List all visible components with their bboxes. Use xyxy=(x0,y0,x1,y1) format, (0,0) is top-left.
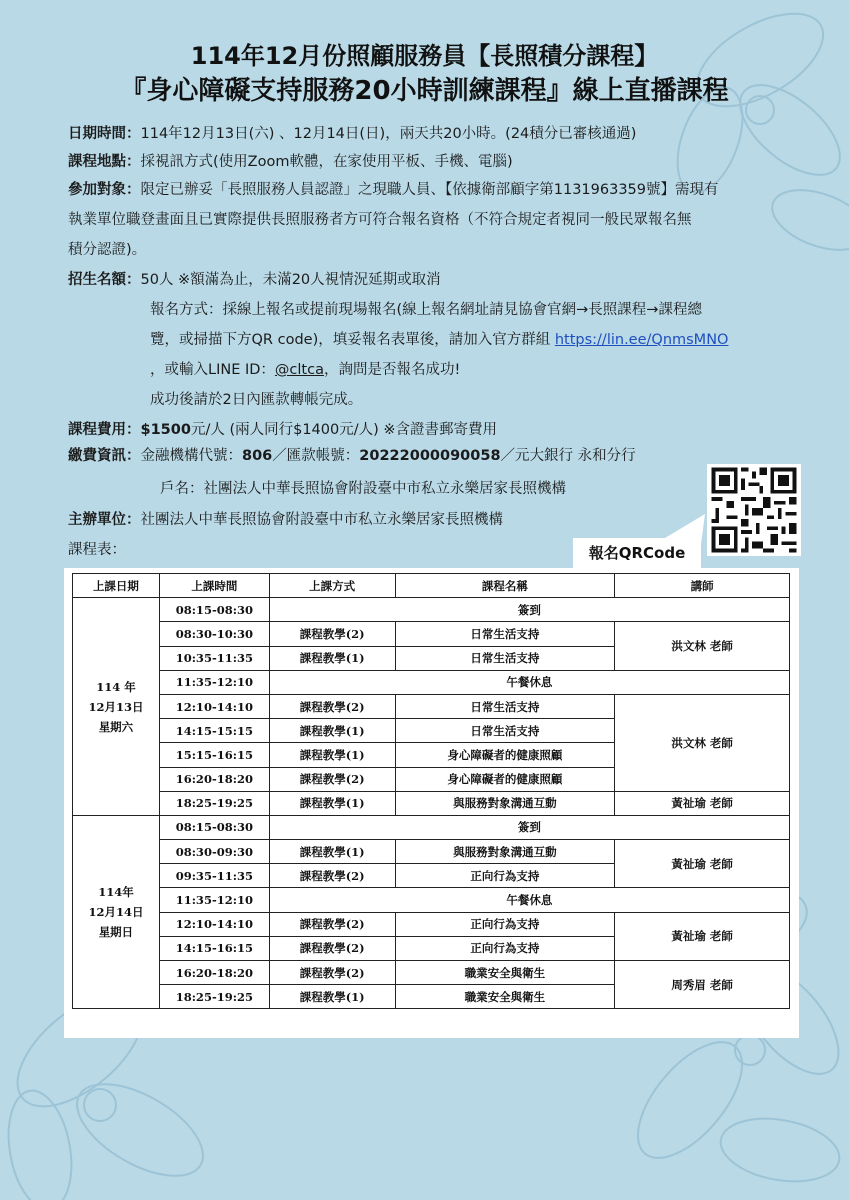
method-cell: 課程教學(2) xyxy=(269,912,395,936)
course-cell: 簽到 xyxy=(269,598,789,622)
course-cell: 午餐休息 xyxy=(269,888,789,912)
signup-qr-code[interactable] xyxy=(707,464,801,556)
audience-line-3: 積分認證)。 xyxy=(68,242,147,258)
header-course: 課程名稱 xyxy=(395,574,615,598)
method-cell: 課程教學(2) xyxy=(269,694,395,718)
date-value: 114年12月13日(六) 、12月14日(日)，兩天共20小時。(24積分已審核通過) xyxy=(140,126,637,142)
audience-label: 參加對象： xyxy=(68,182,141,198)
time-cell: 12:10-14:10 xyxy=(159,912,269,936)
table-row xyxy=(73,670,790,694)
signup-line-1: 報名方式：採線上報名或提前現場報名(線上報名網址請見協會官網→長照課程→課程總 xyxy=(150,302,702,318)
location-label: 課程地點： xyxy=(68,154,141,170)
method-cell: 課程教學(2) xyxy=(269,622,395,646)
day2-date-cell xyxy=(73,815,160,1009)
time-cell: 10:35-11:35 xyxy=(159,646,269,670)
course-cell: 身心障礙者的健康照顧 xyxy=(395,743,615,767)
enroll-value: 50人 ※額滿為止，未滿20人視情況延期或取消 xyxy=(140,272,441,288)
time-cell: 09:35-11:35 xyxy=(159,864,269,888)
signup-line-2 xyxy=(150,328,728,349)
method-cell: 課程教學(1) xyxy=(269,719,395,743)
teacher-cell: 周秀眉 老師 xyxy=(615,961,790,1009)
course-cell: 身心障礙者的健康照顧 xyxy=(395,767,615,791)
time-cell: 08:30-09:30 xyxy=(159,840,269,864)
course-cell: 午餐休息 xyxy=(269,670,789,694)
day1-date-cell xyxy=(73,598,160,816)
signup-line-3-text: ，或輸入LINE ID： xyxy=(150,362,275,378)
course-cell: 職業安全與衛生 xyxy=(395,961,615,985)
teacher-cell: 洪文林 老師 xyxy=(615,694,790,791)
method-cell: 課程教學(2) xyxy=(269,961,395,985)
method-cell: 課程教學(1) xyxy=(269,840,395,864)
day2-date-line-1: 114年 xyxy=(98,885,134,900)
header-date: 上課日期 xyxy=(73,574,160,598)
payment-label: 繳費資訊： xyxy=(68,448,141,464)
signup-line-4: 成功後請於2日內匯款轉帳完成。 xyxy=(150,392,363,408)
schedule-table xyxy=(72,573,790,1009)
table-row xyxy=(73,912,790,936)
organizer-value: 社團法人中華長照協會附設臺中市私立永樂居家長照機構 xyxy=(140,512,503,528)
course-cell: 與服務對象溝通互動 xyxy=(395,791,615,815)
time-cell: 16:20-18:20 xyxy=(159,767,269,791)
fee-label: 課程費用： xyxy=(68,422,141,438)
time-cell: 11:35-12:10 xyxy=(159,670,269,694)
day2-date-line-2: 12月14日 xyxy=(88,905,144,920)
table-row xyxy=(73,622,790,646)
day2-date-line-3: 星期日 xyxy=(98,925,134,940)
time-cell: 18:25-19:25 xyxy=(159,791,269,815)
payment-post: ／元大銀行 永和分行 xyxy=(500,448,636,464)
schedule-label: 課程表： xyxy=(68,542,126,558)
date-row xyxy=(68,122,636,143)
table-row xyxy=(73,888,790,912)
time-cell: 18:25-19:25 xyxy=(159,985,269,1009)
course-cell: 日常生活支持 xyxy=(395,646,615,670)
course-cell: 與服務對象溝通互動 xyxy=(395,840,615,864)
qr-code-label: 報名QRCode xyxy=(573,538,701,568)
table-row xyxy=(73,694,790,718)
table-row xyxy=(73,961,790,985)
fee-row xyxy=(68,418,497,439)
method-cell: 課程教學(2) xyxy=(269,864,395,888)
signup-line-3-post: ，詢問是否報名成功! xyxy=(323,362,461,378)
payment-pre: 金融機構代號： xyxy=(140,448,242,464)
audience-line-2: 執業單位職登畫面且已實際提供長照服務者方可符合報名資格（不符合規定者視同一般民眾報名無 xyxy=(68,212,692,228)
time-cell: 16:20-18:20 xyxy=(159,961,269,985)
time-cell: 12:10-14:10 xyxy=(159,694,269,718)
date-label: 日期時間： xyxy=(68,126,141,142)
enroll-row xyxy=(68,268,441,289)
signup-line-3 xyxy=(150,358,460,379)
organizer-label: 主辦單位： xyxy=(68,512,141,528)
header-method: 上課方式 xyxy=(269,574,395,598)
course-cell: 職業安全與衛生 xyxy=(395,985,615,1009)
time-cell: 14:15-15:15 xyxy=(159,719,269,743)
teacher-cell: 黃祉瑜 老師 xyxy=(615,791,790,815)
table-header-row xyxy=(73,574,790,598)
account-number: 20222000090058 xyxy=(359,448,501,464)
method-cell: 課程教學(2) xyxy=(269,936,395,960)
teacher-cell: 黃祉瑜 老師 xyxy=(615,912,790,960)
table-row xyxy=(73,840,790,864)
time-cell: 11:35-12:10 xyxy=(159,888,269,912)
schedule-table-container xyxy=(64,568,799,1038)
location-row xyxy=(68,150,513,171)
audience-line-1: 限定已辦妥「長照服務人員認證」之現職人員、【依據衛部顧字第1131963359號】需現有 xyxy=(140,182,719,198)
fee-amount: $1500 xyxy=(140,422,191,438)
fee-rest: 元/人 (兩人同行$1400元/人) ※含證書郵寄費用 xyxy=(190,422,498,438)
time-cell: 15:15-16:15 xyxy=(159,743,269,767)
method-cell: 課程教學(1) xyxy=(269,646,395,670)
account-name: 戶名：社團法人中華長照協會附設臺中市私立永樂居家長照機構 xyxy=(160,481,566,497)
line-group-link[interactable]: https://lin.ee/QnmsMNO xyxy=(554,332,729,348)
table-row xyxy=(73,815,790,839)
teacher-cell: 洪文林 老師 xyxy=(615,622,790,670)
bank-code: 806 xyxy=(242,448,273,464)
course-cell: 正向行為支持 xyxy=(395,864,615,888)
method-cell: 課程教學(2) xyxy=(269,767,395,791)
method-cell: 課程教學(1) xyxy=(269,743,395,767)
course-cell: 正向行為支持 xyxy=(395,912,615,936)
course-cell: 正向行為支持 xyxy=(395,936,615,960)
time-cell: 14:15-16:15 xyxy=(159,936,269,960)
organizer-row xyxy=(68,508,503,529)
course-cell: 簽到 xyxy=(269,815,789,839)
time-cell: 08:30-10:30 xyxy=(159,622,269,646)
method-cell: 課程教學(1) xyxy=(269,985,395,1009)
payment-mid: ／匯款帳號： xyxy=(272,448,360,464)
signup-line-2-text: 覽，或掃描下方QR code)，填妥報名表單後，請加入官方群組 xyxy=(150,332,555,348)
time-cell: 08:15-08:30 xyxy=(159,815,269,839)
day1-date-line-3: 星期六 xyxy=(98,719,134,734)
header-teacher: 講師 xyxy=(615,574,790,598)
course-cell: 日常生活支持 xyxy=(395,719,615,743)
title-line-2: 『身心障礙支持服務20小時訓練課程』線上直播課程 xyxy=(120,76,729,106)
time-cell: 08:15-08:30 xyxy=(159,598,269,622)
payment-row xyxy=(68,444,636,465)
day1-date-line-1: 114 年 xyxy=(96,679,136,694)
day1-date-line-2: 12月13日 xyxy=(88,699,144,714)
course-cell: 日常生活支持 xyxy=(395,694,615,718)
table-row xyxy=(73,791,790,815)
line-id: @cltca xyxy=(274,362,324,378)
method-cell: 課程教學(1) xyxy=(269,791,395,815)
teacher-cell: 黃祉瑜 老師 xyxy=(615,840,790,888)
qr-code-icon xyxy=(707,464,801,556)
enroll-label: 招生名額： xyxy=(68,272,141,288)
header-time: 上課時間 xyxy=(159,574,269,598)
table-row xyxy=(73,598,790,622)
location-value: 採視訊方式(使用Zoom軟體，在家使用平板、手機、電腦) xyxy=(140,154,513,170)
course-cell: 日常生活支持 xyxy=(395,622,615,646)
title-line-1: 114年12月份照顧服務員【長照積分課程】 xyxy=(190,42,659,70)
audience-row xyxy=(68,178,719,199)
